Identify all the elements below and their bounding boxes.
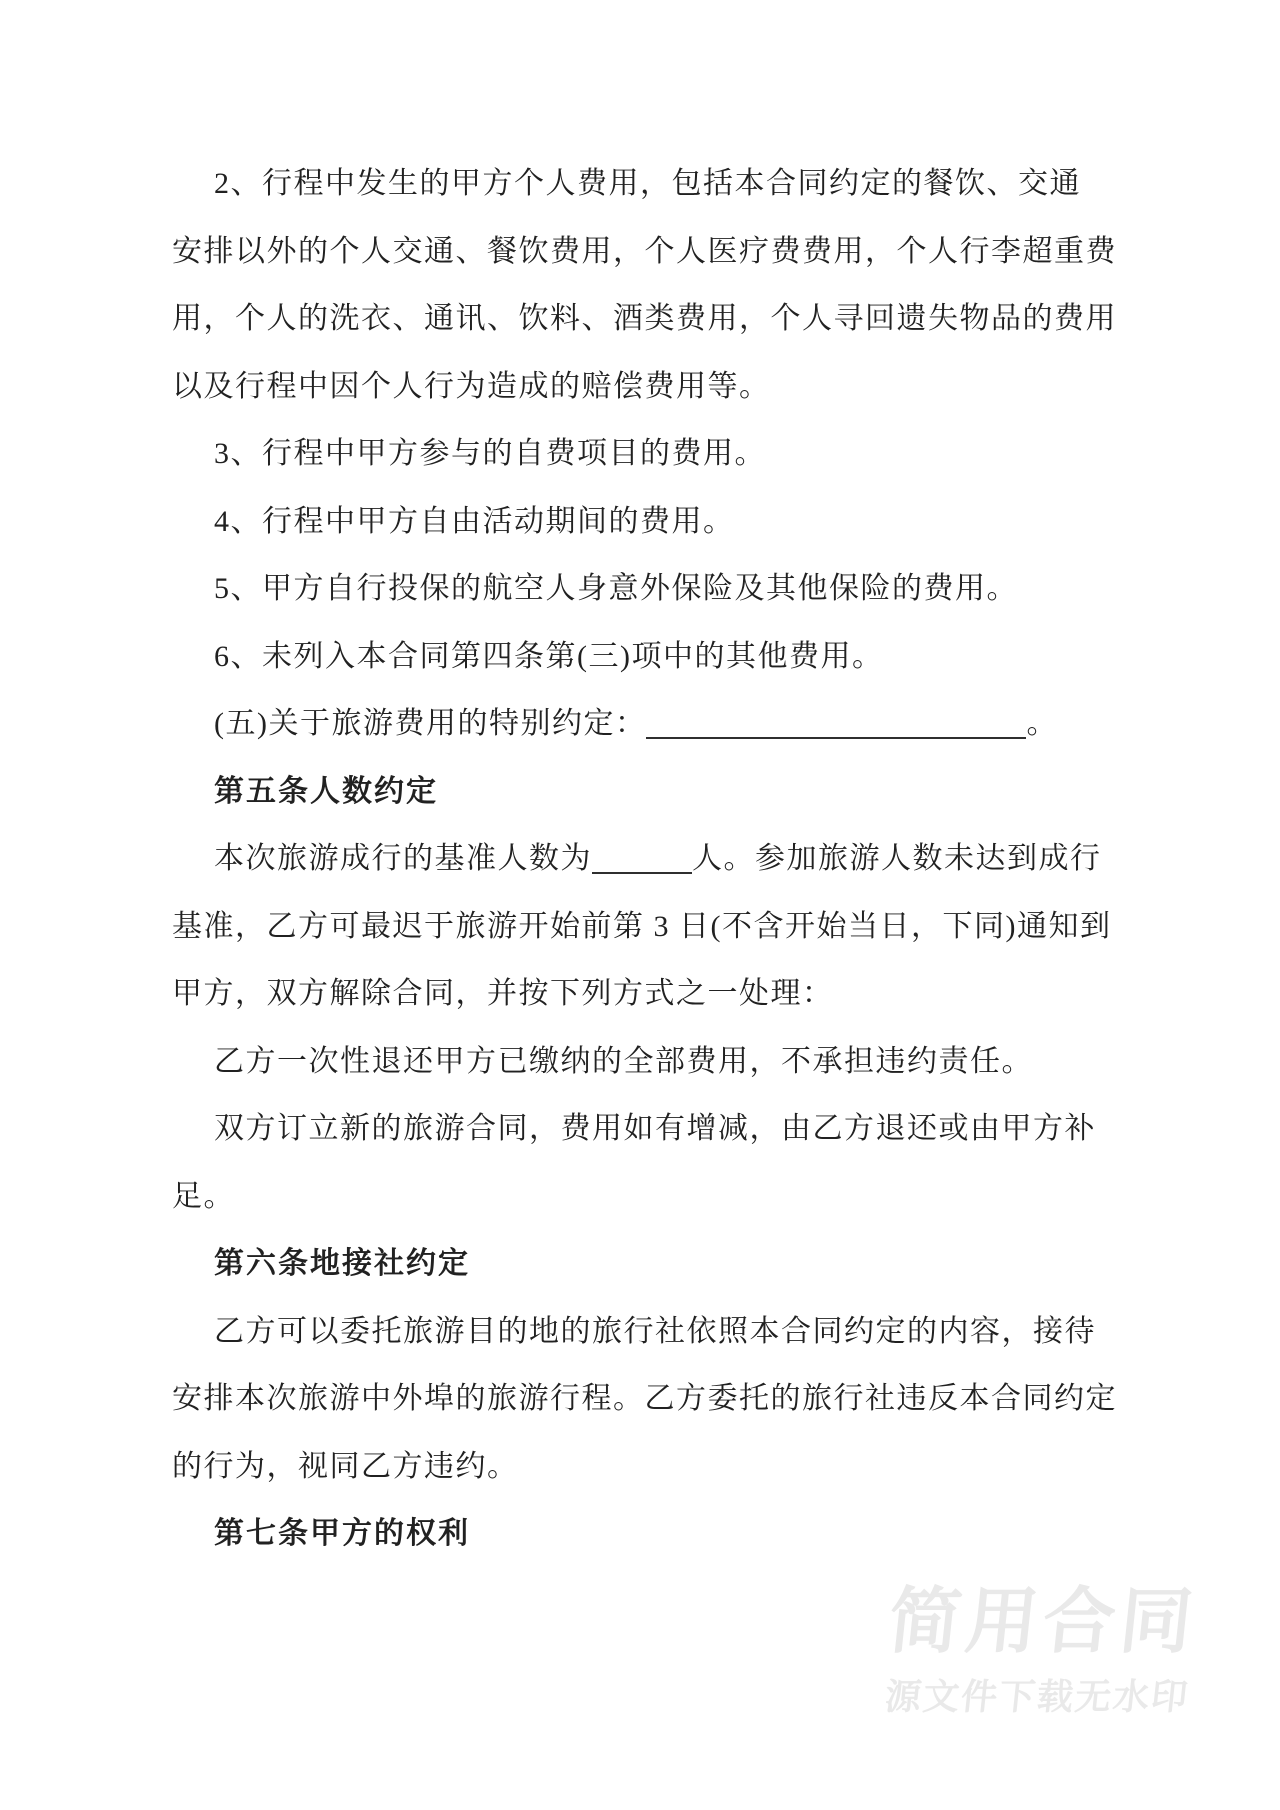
contract-line xyxy=(172,285,1152,353)
text-run: (五)关于旅游费用的特别约定： xyxy=(214,707,647,740)
section-heading xyxy=(172,1500,1152,1568)
text-run: 甲方，双方解除合同，并按下列方式之一处理： xyxy=(172,977,834,1010)
text-run: 人。参加旅游人数未达到成行 xyxy=(692,842,1102,875)
text-run: 的行为，视同乙方违约。 xyxy=(172,1449,519,1483)
contract-line xyxy=(172,150,1152,218)
text-run: 6、未列入本合同第四条第(三)项中的其他费用。 xyxy=(214,639,884,673)
text-run: 安排以外的个人交通、餐饮费用，个人医疗费费用，个人行李超重费 xyxy=(172,234,1117,268)
text-run: 4、行程中甲方自由活动期间的费用。 xyxy=(214,504,735,538)
text-run: 第五条人数约定 xyxy=(214,774,438,808)
contract-line xyxy=(172,960,1152,1028)
contract-line xyxy=(172,623,1152,691)
watermark-title: 简用合同 xyxy=(884,1582,1202,1662)
contract-line xyxy=(172,893,1152,961)
text-run: 3、行程中甲方参与的自费项目的费用。 xyxy=(214,437,766,470)
text-run: 本次旅游成行的基准人数为 xyxy=(214,842,592,875)
contract-line xyxy=(172,1365,1152,1433)
contract-line xyxy=(172,218,1152,286)
fill-in-blank xyxy=(592,868,692,874)
text-run: 足。 xyxy=(172,1179,235,1213)
text-run: 乙方一次性退还甲方已缴纳的全部费用，不承担违约责任。 xyxy=(214,1044,1033,1078)
contract-line xyxy=(172,353,1152,421)
section-heading xyxy=(172,1230,1152,1298)
contract-line xyxy=(172,488,1152,556)
text-run: 双方订立新的旅游合同，费用如有增减，由乙方退还或由甲方补 xyxy=(214,1112,1096,1145)
section-heading xyxy=(172,758,1152,826)
contract-line xyxy=(172,1163,1152,1231)
text-run: 2、行程中发生的甲方个人费用，包括本合同约定的餐饮、交通 xyxy=(214,167,1081,200)
contract-line xyxy=(172,1028,1152,1096)
watermark-subtitle: 源文件下载无水印 xyxy=(883,1676,1192,1717)
contract-line xyxy=(172,690,1152,758)
contract-line xyxy=(172,1298,1152,1366)
fill-in-blank xyxy=(646,733,1026,739)
text-run: 。 xyxy=(1026,707,1058,740)
text-run: 用，个人的洗衣、通讯、饮料、酒类费用，个人寻回遗失物品的费用 xyxy=(172,302,1117,335)
watermark xyxy=(879,1582,1202,1717)
contract-line xyxy=(172,555,1152,623)
text-run: 第七条甲方的权利 xyxy=(214,1517,470,1550)
contract-line xyxy=(172,420,1152,488)
text-run: 以及行程中因个人行为造成的赔偿费用等。 xyxy=(172,369,771,403)
text-run: 第六条地接社约定 xyxy=(214,1247,470,1280)
text-run: 基准，乙方可最迟于旅游开始前第 3 日(不含开始当日，下同)通知到 xyxy=(172,909,1112,943)
text-run: 乙方可以委托旅游目的地的旅行社依照本合同约定的内容，接待 xyxy=(214,1314,1096,1348)
contract-line xyxy=(172,825,1152,893)
contract-body xyxy=(172,150,1152,1568)
contract-line xyxy=(172,1433,1152,1501)
contract-line xyxy=(172,1095,1152,1163)
text-run: 5、甲方自行投保的航空人身意外保险及其他保险的费用。 xyxy=(214,572,1018,605)
text-run: 安排本次旅游中外埠的旅游行程。乙方委托的旅行社违反本合同约定 xyxy=(172,1382,1117,1415)
